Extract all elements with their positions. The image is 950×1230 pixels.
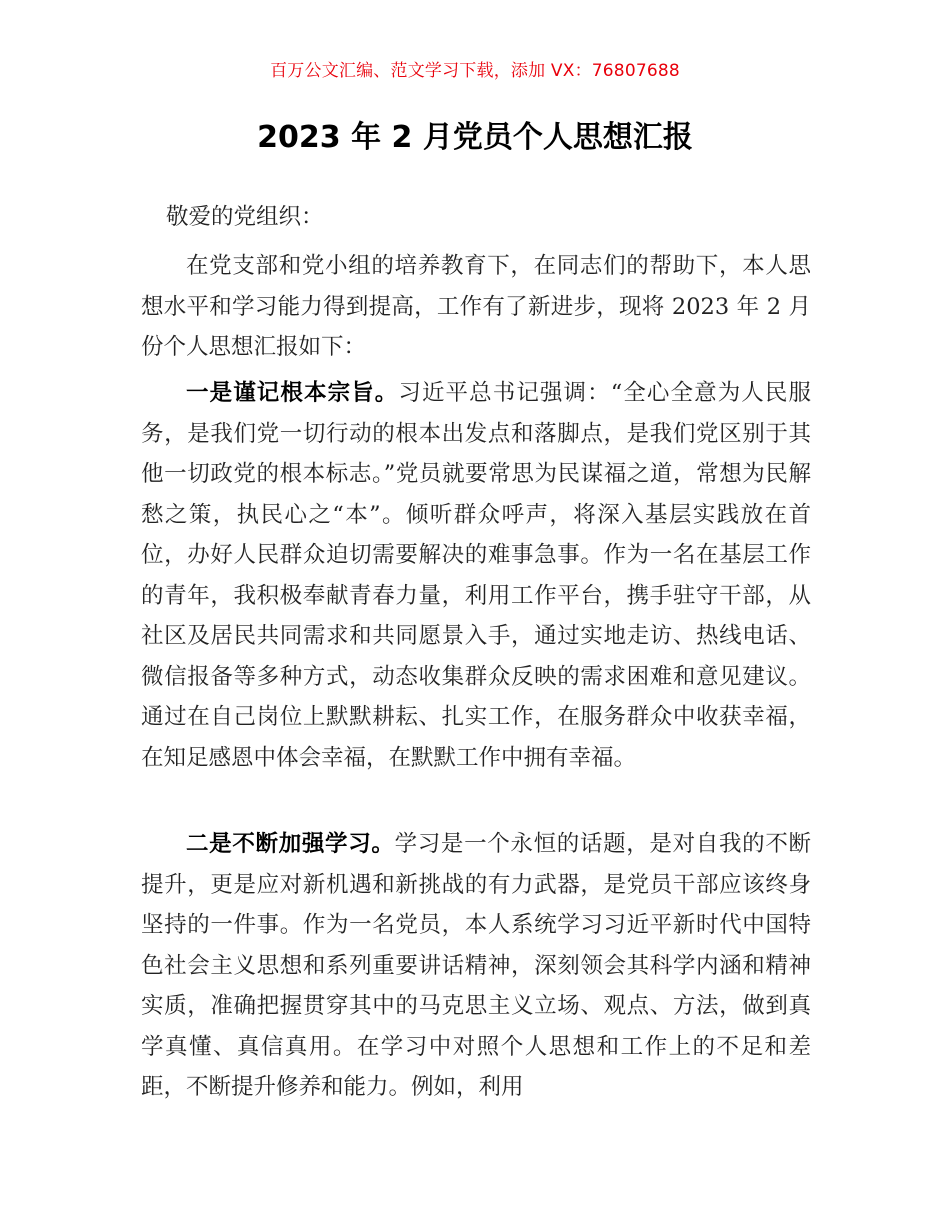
paragraph-text: 在党支部和党小组的培养教育下，在同志们的帮助下，本人思想水平和学习能力得到提高，工作有了新进步，现将 2023 年 2 月份个人思想汇报如下：	[141, 253, 811, 360]
paragraph-intro	[141, 246, 811, 368]
paragraph-lead: 二是不断加强学习。	[186, 831, 395, 857]
paragraph-text: 习近平总书记强调：“全心全意为人民服务，是我们党一切行动的根本出发点和落脚点，是我们党区别于其他一切政党的根本标志。”党员就要常思为民谋福之道，常想为民解愁之策，执民心之“本”。倾听群众呼声，将深入基层实践放在首位，办好人民群众迫切需要解决的难事急事。作为一名在基层工作的青年，我积极奉献青春力量，利用工作平台，携手驻守干部，从社区及居民共同需求和共同愿景入手，通过实地走访、热线电话、微信报备等多种方式，动态收集群众反映的需求困难和意见建议。通过在自己岗位上默默耕耘、扎实工作，在服务群众中收获幸福，在知足感恩中体会幸福，在默默工作中拥有幸福。	[141, 380, 811, 771]
paragraph-text: 学习是一个永恒的话题，是对自我的不断提升，更是应对新机遇和新挑战的有力武器，是党员干部应该终身坚持的一件事。作为一名党员，本人系统学习习近平新时代中国特色社会主义思想和系列重要讲话精神，深刻领会其科学内涵和精神实质，准确把握贯穿其中的马克思主义立场、观点、方法，做到真学真懂、真信真用。在学习中对照个人思想和工作上的不足和差距，不断提升修养和能力。例如，利用	[141, 831, 811, 1100]
paragraph-lead: 一是谨记根本宗旨。	[186, 380, 399, 406]
document-title: 2023 年 2 月党员个人思想汇报	[257, 120, 693, 155]
header-banner: 百万公文汇编、范文学习下载，添加 VX：76807688	[270, 61, 680, 81]
paragraph-point-one	[141, 373, 811, 778]
paragraph-point-two	[141, 824, 811, 1108]
salutation: 敬爱的党组织：	[166, 204, 324, 230]
